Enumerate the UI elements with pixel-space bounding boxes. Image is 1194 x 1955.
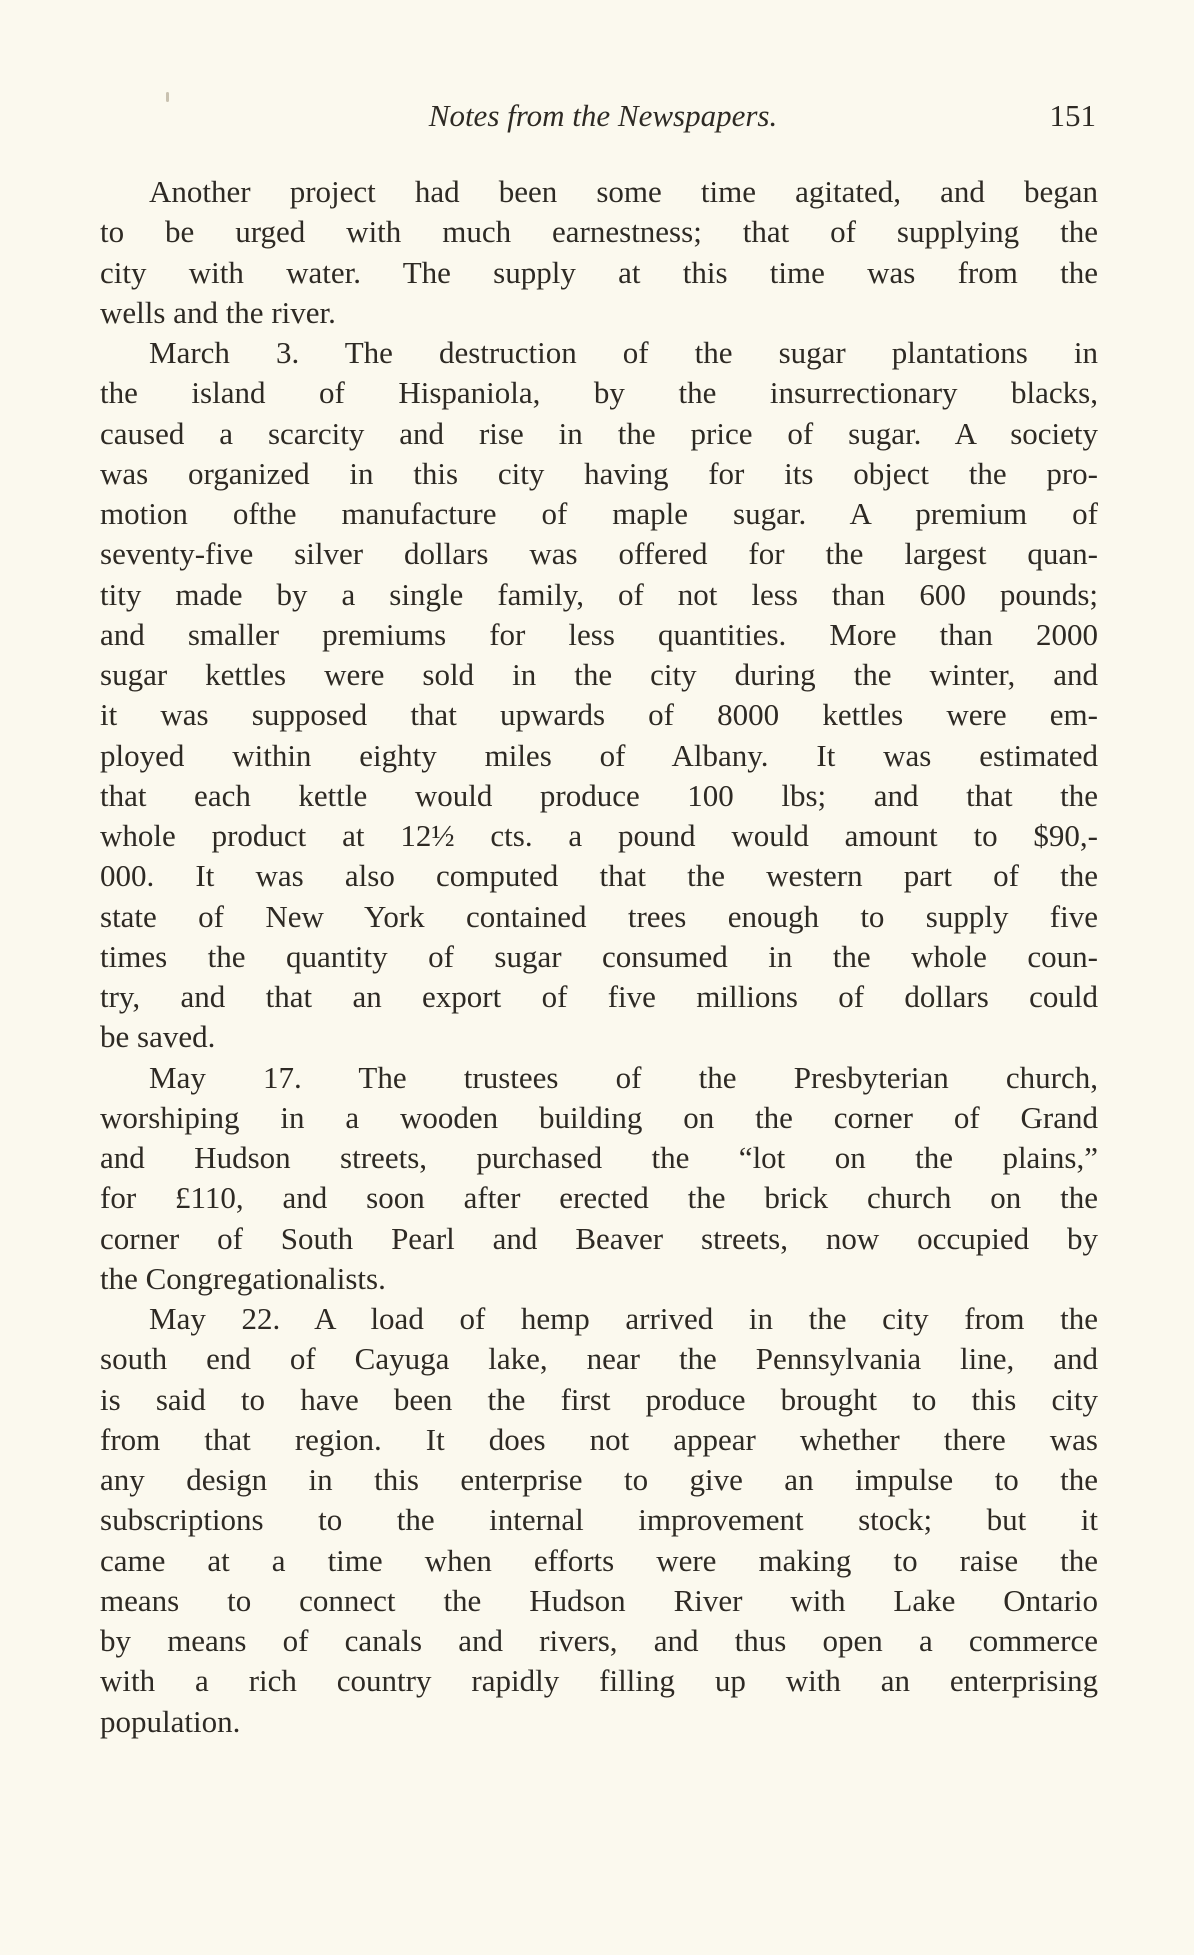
text-line: 000. It was also computed that the western part of the: [100, 858, 1098, 894]
text-line: times the quantity of sugar consumed in the whole coun-: [100, 938, 1098, 974]
text-line: be saved.: [100, 1019, 216, 1055]
text-line: the Congregationalists.: [100, 1260, 386, 1296]
text-line: for £110, and soon after erected the brick church on the: [100, 1180, 1098, 1216]
text-line: with a rich country rapidly filling up with an enterprising: [100, 1663, 1098, 1699]
text-line: sugar kettles were sold in the city during the winter, and: [100, 657, 1098, 692]
text-line: May 22. A load of hemp arrived in the city from the: [149, 1301, 1098, 1336]
paragraph: [100, 1299, 1098, 1742]
text-line: whole product at 12½ cts. a pound would amount to $90,-: [100, 818, 1098, 853]
text-line: is said to have been the first produce brought to this city: [100, 1381, 1098, 1417]
text-line: came at a time when efforts were making to raise the: [100, 1542, 1098, 1578]
text-line: population.: [100, 1703, 241, 1739]
text-line: March 3. The destruction of the sugar plantations in: [149, 335, 1098, 370]
paragraph: [100, 172, 1098, 333]
text-line: means to connect the Hudson River with Lake Ontario: [100, 1582, 1098, 1618]
text-line: and Hudson streets, purchased the “lot on the plains,”: [100, 1140, 1098, 1175]
text-line: by means of canals and rivers, and thus open a commerce: [100, 1623, 1098, 1658]
text-line: and smaller premiums for less quantities. More than 2000: [100, 616, 1098, 652]
text-line: south end of Cayuga lake, near the Pennsylvania line, and: [100, 1341, 1098, 1377]
paragraph: [100, 1058, 1098, 1300]
text-line: the island of Hispaniola, by the insurrectionary blacks,: [100, 375, 1098, 411]
text-line: city with water. The supply at this time was from the: [100, 254, 1098, 290]
running-title: Notes from the Newspapers.: [428, 98, 778, 133]
text-line: wells and the river.: [100, 294, 336, 330]
text-line: try, and that an export of five millions of dollars could: [100, 979, 1098, 1014]
text-line: May 17. The trustees of the Presbyterian church,: [149, 1059, 1098, 1095]
page-header: [100, 98, 1096, 142]
text-line: worshiping in a wooden building on the corner of Grand: [100, 1099, 1098, 1135]
text-line: ployed within eighty miles of Albany. It was estimated: [100, 737, 1098, 773]
text-line: was organized in this city having for its object the pro-: [100, 455, 1098, 491]
paragraph: [100, 333, 1098, 1058]
page-body: [100, 172, 1098, 1742]
text-line: motion ofthe manufacture of maple sugar. A premium of: [100, 496, 1098, 531]
text-line: to be urged with much earnestness; that of supplying the: [100, 214, 1098, 250]
text-line: tity made by a single family, of not less than 600 pounds;: [100, 576, 1098, 612]
page-number: 151: [1049, 98, 1096, 133]
text-line: from that region. It does not appear whether there was: [100, 1421, 1098, 1457]
text-line: state of New York contained trees enough to supply five: [100, 898, 1098, 934]
text-line: corner of South Pearl and Beaver streets, now occupied by: [100, 1220, 1098, 1256]
text-line: seventy-five silver dollars was offered for the largest quan-: [100, 536, 1098, 572]
text-line: that each kettle would produce 100 lbs; and that the: [100, 777, 1098, 813]
text-line: it was supposed that upwards of 8000 kettles were em-: [100, 697, 1098, 733]
text-line: any design in this enterprise to give an impulse to the: [100, 1462, 1098, 1497]
text-line: Another project had been some time agitated, and began: [149, 174, 1098, 209]
text-line: caused a scarcity and rise in the price of sugar. A society: [100, 415, 1098, 451]
text-line: subscriptions to the internal improvement stock; but it: [100, 1502, 1098, 1538]
